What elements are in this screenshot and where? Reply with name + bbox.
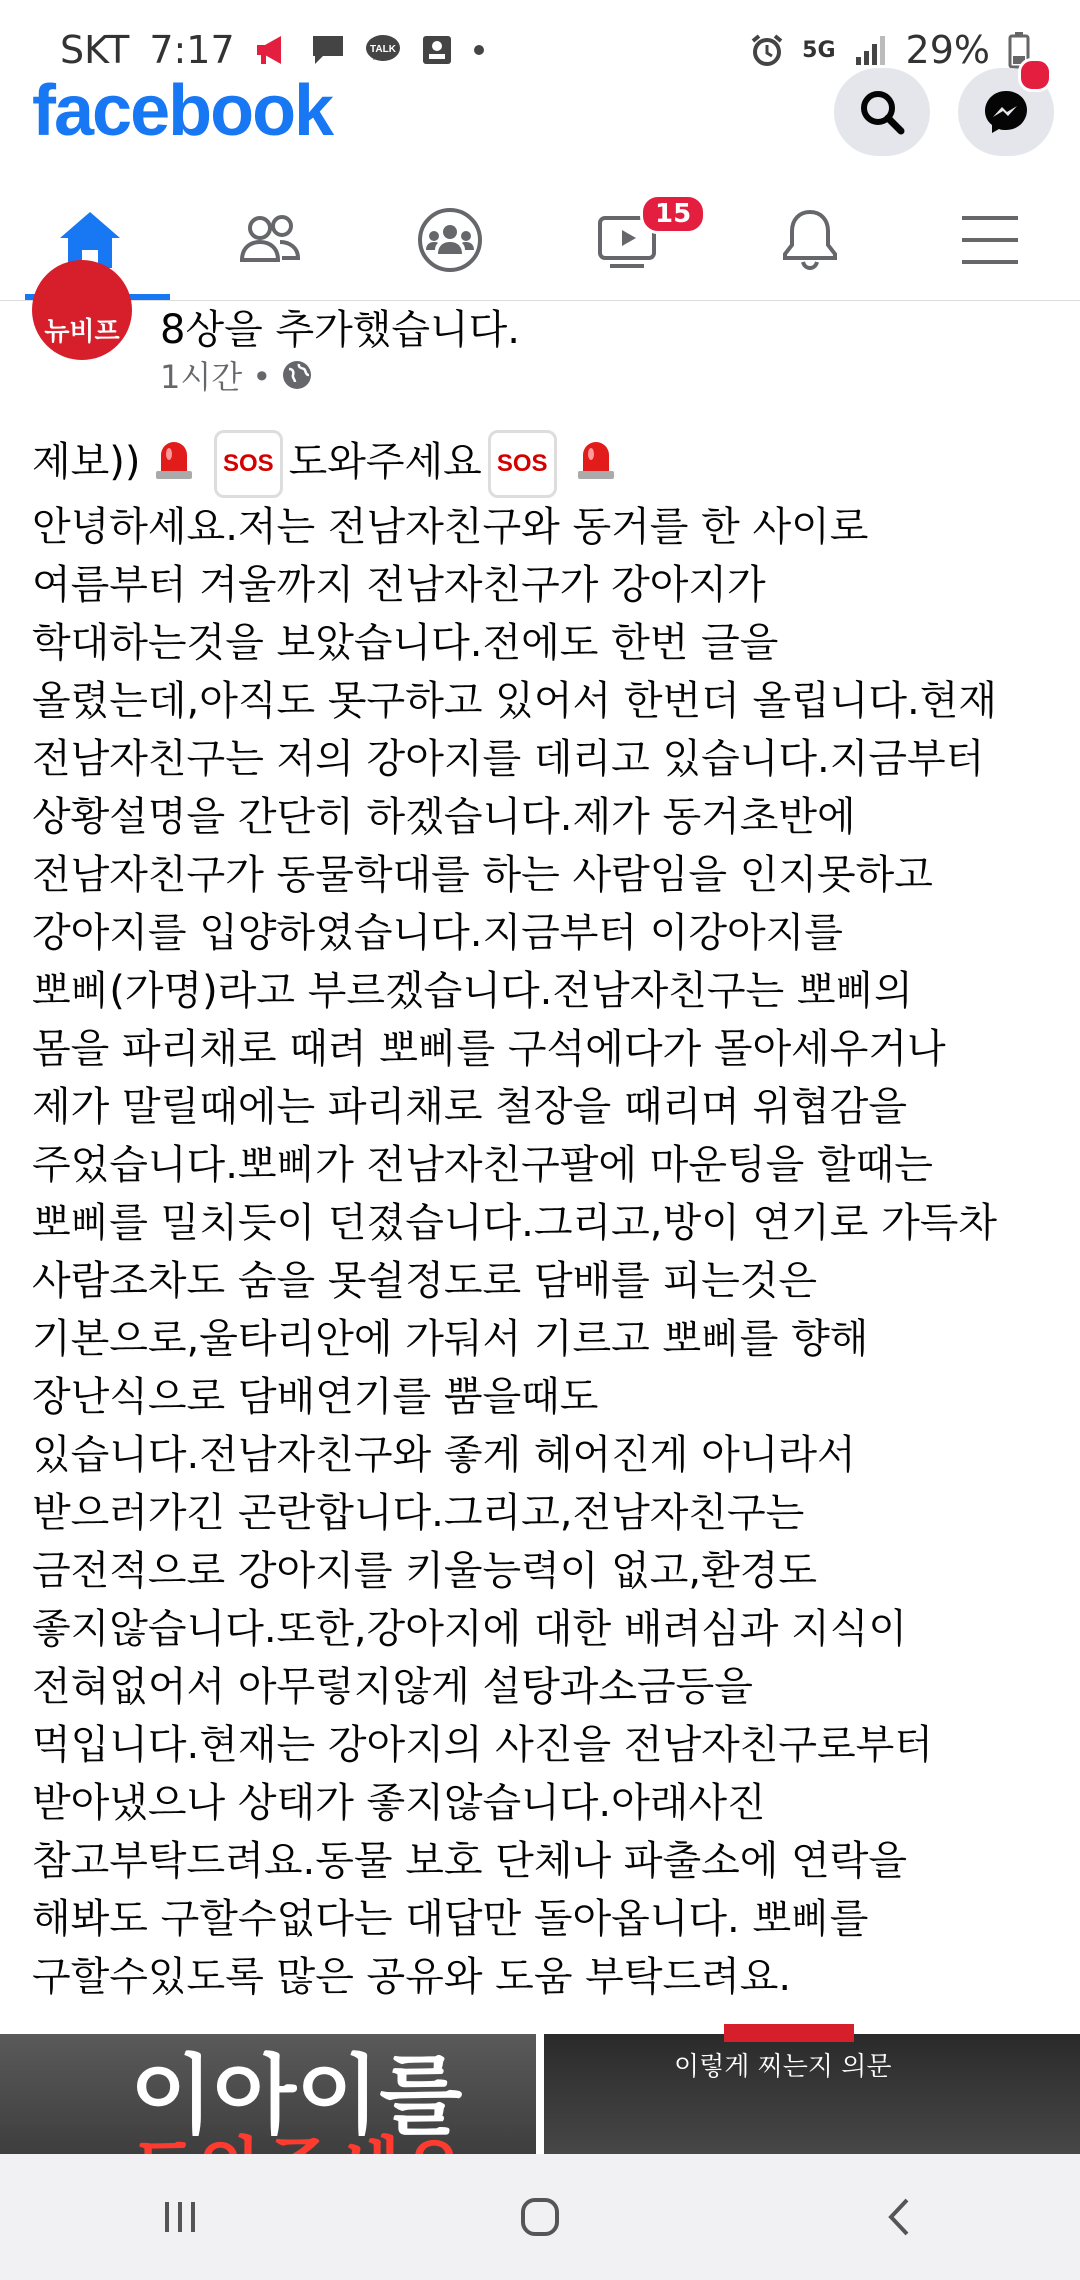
post-line: 제가 말릴때에는 파리채로 철장을 때리며 위협감을 bbox=[32, 1084, 908, 1130]
post-title-text: 도와주세요 bbox=[288, 439, 482, 485]
post-line: 전혀없어서 아무렇지않게 설탕과소금등을 bbox=[32, 1664, 753, 1710]
post-line: 올렸는데,아직도 못구하고 있어서 한번더 올립니다.현재 bbox=[32, 678, 998, 724]
post-line: 상황설명을 간단히 하겠습니다.제가 동거초반에 bbox=[32, 794, 856, 840]
post-line: 여름부터 겨울까지 전남자친구가 강아지가 bbox=[32, 562, 766, 608]
siren-icon bbox=[575, 437, 617, 481]
search-icon bbox=[857, 87, 907, 137]
post-line: 장난식으로 담배연기를 뿜을때도 bbox=[32, 1374, 599, 1420]
image-2-red-bar bbox=[724, 2024, 854, 2042]
globe-icon bbox=[281, 359, 313, 391]
sos-emoji: SOS bbox=[214, 430, 283, 498]
post-line: 강아지를 입양하였습니다.지금부터 이강아지를 bbox=[32, 910, 843, 956]
bell-icon bbox=[774, 204, 846, 276]
post-images bbox=[0, 2034, 1080, 2154]
friends-icon bbox=[234, 204, 306, 276]
home-button-icon[interactable] bbox=[515, 2192, 565, 2242]
main-tab-bar bbox=[0, 180, 1080, 301]
system-nav-bar bbox=[0, 2154, 1080, 2280]
image-2-caption: 이렇게 찌는지 의문 bbox=[674, 2052, 892, 2082]
post-line: 있습니다.전남자친구와 좋게 헤어진게 아니라서 bbox=[32, 1432, 856, 1478]
clock: 7:17 bbox=[149, 28, 235, 72]
carrier-label: SKT bbox=[60, 28, 130, 72]
app-header bbox=[0, 60, 1080, 180]
post-line: 구할수있도록 많은 공유와 도움 부탁드려요. bbox=[32, 1954, 792, 2000]
avatar-label: 뉴비프 bbox=[44, 317, 120, 347]
post-line: 몸을 파리채로 때려 뽀삐를 구석에다가 몰아세우거나 bbox=[32, 1026, 946, 1072]
post-line: 해봐도 구할수없다는 대답만 돌아옵니다. 뽀삐를 bbox=[32, 1896, 869, 1942]
post-line: 좋지않습니다.또한,강아지에 대한 배려심과 지식이 bbox=[32, 1606, 908, 1652]
groups-icon bbox=[414, 204, 486, 276]
battery-percent: 29% bbox=[905, 28, 990, 72]
sos-emoji: SOS bbox=[488, 430, 557, 498]
post-title-line bbox=[32, 430, 1052, 498]
tab-friends[interactable] bbox=[180, 180, 360, 300]
post-line: 뽀삐를 밀치듯이 던졌습니다.그리고,방이 연기로 가득차 bbox=[32, 1200, 998, 1246]
page-avatar[interactable] bbox=[32, 260, 132, 360]
tab-watch[interactable] bbox=[540, 180, 720, 300]
messenger-button[interactable] bbox=[958, 68, 1054, 156]
post-header bbox=[0, 300, 1080, 410]
search-button[interactable] bbox=[834, 68, 930, 156]
post-image-2[interactable] bbox=[544, 2034, 1080, 2154]
post-line: 참고부탁드려요.동물 보호 단체나 파출소에 연락을 bbox=[32, 1838, 908, 1884]
network-label: 5G bbox=[802, 37, 836, 63]
siren-icon bbox=[153, 437, 195, 481]
post-line: 기본으로,울타리안에 가둬서 기르고 뽀삐를 향해 bbox=[32, 1316, 869, 1362]
post-line: 금전적으로 강아지를 키울능력이 없고,환경도 bbox=[32, 1548, 818, 1594]
post-line: 받으러가긴 곤란합니다.그리고,전남자친구는 bbox=[32, 1490, 805, 1536]
post-line: 뽀삐(가명)라고 부르겠습니다.전남자친구는 뽀삐의 bbox=[32, 968, 913, 1014]
facebook-logo[interactable]: facebook bbox=[32, 71, 333, 151]
hamburger-menu-icon bbox=[954, 204, 1026, 276]
recent-apps-icon[interactable] bbox=[155, 2192, 205, 2242]
back-icon[interactable] bbox=[875, 2192, 925, 2242]
messenger-icon bbox=[981, 87, 1031, 137]
image-1-caption: 이아이를 bbox=[130, 2046, 463, 2146]
post-line: 먹입니다.현재는 강아지의 사진을 전남자친구로부터 bbox=[32, 1722, 933, 1768]
post-line: 학대하는것을 보았습니다.전에도 한번 글을 bbox=[32, 620, 779, 666]
messenger-notification-dot bbox=[1018, 58, 1052, 92]
tab-notifications[interactable] bbox=[720, 180, 900, 300]
watch-badge: 15 bbox=[640, 194, 706, 234]
post-line: 전남자친구는 저의 강아지를 데리고 있습니다.지금부터 bbox=[32, 736, 985, 782]
post-line: 전남자친구가 동물학대를 하는 사람임을 인지못하고 bbox=[32, 852, 933, 898]
post-head-text: 8상을 추가했습니다. bbox=[160, 307, 520, 353]
post-line: 받아냈으나 상태가 좋지않습니다.아래사진 bbox=[32, 1780, 766, 1826]
post-line: 안녕하세요.저는 전남자친구와 동거를 한 사이로 bbox=[32, 504, 869, 550]
post-title-prefix: 제보)) bbox=[32, 439, 141, 485]
tab-groups[interactable] bbox=[360, 180, 540, 300]
post-meta bbox=[160, 352, 313, 398]
svg-text:TALK: TALK bbox=[369, 44, 396, 55]
tab-menu[interactable] bbox=[900, 180, 1080, 300]
post-time[interactable]: 1시간 • bbox=[160, 358, 272, 396]
post-line: 주었습니다.뽀삐가 전남자친구팔에 마운팅을 할때는 bbox=[32, 1142, 933, 1188]
post-body bbox=[32, 430, 1052, 2006]
post-image-1[interactable] bbox=[0, 2034, 536, 2154]
post-line: 사람조차도 숨을 못쉴정도로 담배를 피는것은 bbox=[32, 1258, 818, 1304]
